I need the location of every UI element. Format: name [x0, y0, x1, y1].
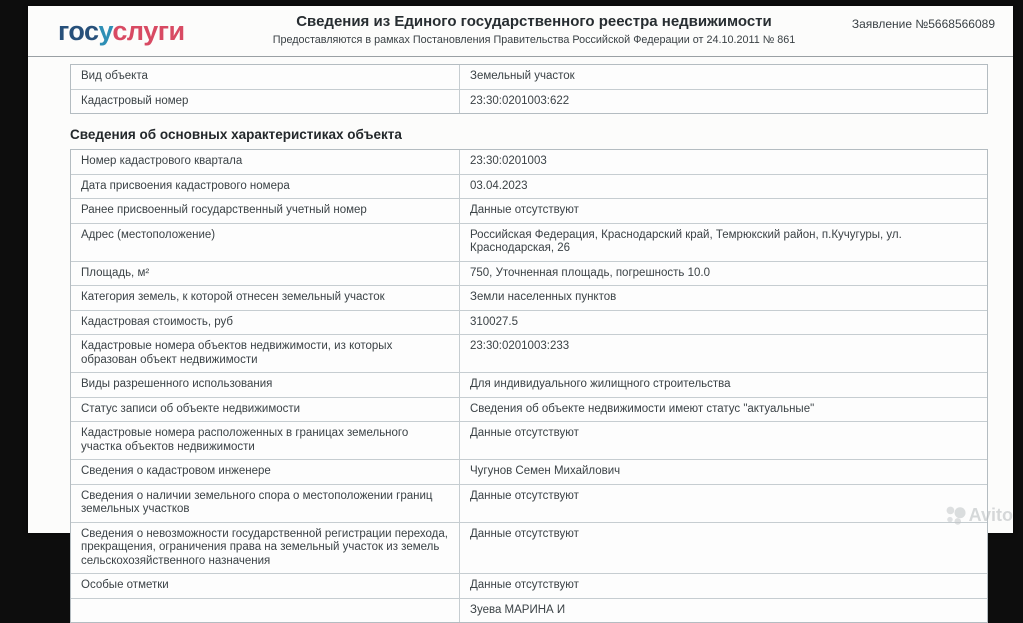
- characteristics-table: [70, 149, 988, 623]
- table-row: [71, 285, 987, 310]
- document-body: [28, 57, 1013, 623]
- table-row: [71, 150, 987, 174]
- summary-table: [70, 64, 988, 114]
- header-title-block: [243, 13, 825, 47]
- table-row: [71, 522, 987, 574]
- row-value: Данные отсутствуют: [459, 199, 987, 223]
- application-number: Заявление №5668566089: [851, 17, 995, 31]
- table-row: [71, 198, 987, 223]
- row-label: Номер кадастрового квартала: [81, 155, 243, 167]
- row-label: Кадастровая стоимость, руб: [81, 315, 233, 328]
- row-value: Данные отсутствуют: [459, 485, 987, 522]
- row-value: Зуева МАРИНА И: [459, 599, 987, 623]
- table-row: [71, 397, 987, 422]
- table-row: [71, 334, 987, 372]
- row-label: Особые отметки: [81, 579, 169, 591]
- section-title: Сведения об основных характеристиках объекта: [70, 127, 402, 142]
- document-page: [28, 6, 1013, 616]
- row-value: 750, Уточненная площадь, погрешность 10.0: [459, 262, 987, 286]
- table-row: [71, 174, 987, 199]
- table-row: [71, 421, 987, 459]
- avito-watermark-text: Avito: [968, 504, 1013, 525]
- row-label: Кадастровый номер: [81, 94, 189, 107]
- row-value: 23:30:0201003:233: [459, 335, 987, 372]
- table-row: [71, 372, 987, 397]
- table-row: [71, 459, 987, 484]
- table-row: [71, 573, 987, 598]
- row-value: Чугунов Семен Михайлович: [459, 460, 987, 484]
- row-label: Кадастровые номера расположенных в границах земельного участка объектов недвижимости: [81, 427, 409, 453]
- table-row: [71, 65, 987, 89]
- row-value: 310027.5: [459, 311, 987, 335]
- table-row: [71, 310, 987, 335]
- row-label: Сведения о кадастровом инженере: [81, 465, 271, 477]
- row-label: [71, 599, 459, 623]
- row-value: Для индивидуального жилищного строительства: [459, 373, 987, 397]
- row-label: Статус записи об объекте недвижимости: [81, 402, 301, 415]
- row-label: Ранее присвоенный государственный учетный номер: [81, 204, 367, 216]
- row-label: Дата присвоения кадастрового номера: [81, 179, 290, 192]
- row-value: 03.04.2023: [459, 175, 987, 199]
- table-row: [71, 223, 987, 261]
- row-label: Площадь, м²: [81, 266, 150, 279]
- row-label: Вид объекта: [81, 70, 148, 82]
- row-value: Сведения об объекте недвижимости имеют статус "актуальные": [459, 398, 987, 422]
- row-label: Виды разрешенного использования: [81, 378, 273, 390]
- row-value: 23:30:0201003:622: [459, 90, 987, 114]
- row-value: Земельный участок: [459, 65, 987, 89]
- table-row: [71, 598, 987, 623]
- row-label: Адрес (местоположение): [81, 228, 216, 241]
- row-label: Кадастровые номера объектов недвижимости, из которых образован объект недвижимости: [81, 340, 393, 366]
- row-label: Категория земель, к которой отнесен земельный участок: [81, 291, 385, 303]
- row-value: Российская Федерация, Краснодарский край, Темрюкский район, п.Кучугуры, ул. Краснодарская, 26: [459, 224, 987, 261]
- logo-part-slugi: слуги: [112, 16, 185, 46]
- table-row: [71, 484, 987, 522]
- row-value: 23:30:0201003: [459, 150, 987, 174]
- logo-part-u: у: [98, 16, 113, 46]
- table-row: [71, 89, 987, 114]
- row-value: Данные отсутствуют: [459, 574, 987, 598]
- row-value: Данные отсутствуют: [459, 422, 987, 459]
- gosuslugi-logo: [58, 13, 243, 49]
- row-label: Сведения о наличии земельного спора о местоположении границ земельных участков: [81, 489, 433, 515]
- row-value: Данные отсутствуют: [459, 523, 987, 574]
- document-header: [28, 6, 1013, 57]
- document-title: Сведения из Единого государственного реестра недвижимости: [296, 13, 772, 30]
- table-row: [71, 261, 987, 286]
- logo-part-gos: гос: [58, 16, 99, 46]
- row-label: Сведения о невозможности государственной регистрации перехода, прекращения, ограничения права на земельный участок из земель сельскохозяйственного назначения: [81, 527, 448, 567]
- document-subtitle: Предоставляются в рамках Постановления Правительства Российской Федерации от 24.10.2011 № 861: [272, 34, 796, 46]
- row-value: Земли населенных пунктов: [459, 286, 987, 310]
